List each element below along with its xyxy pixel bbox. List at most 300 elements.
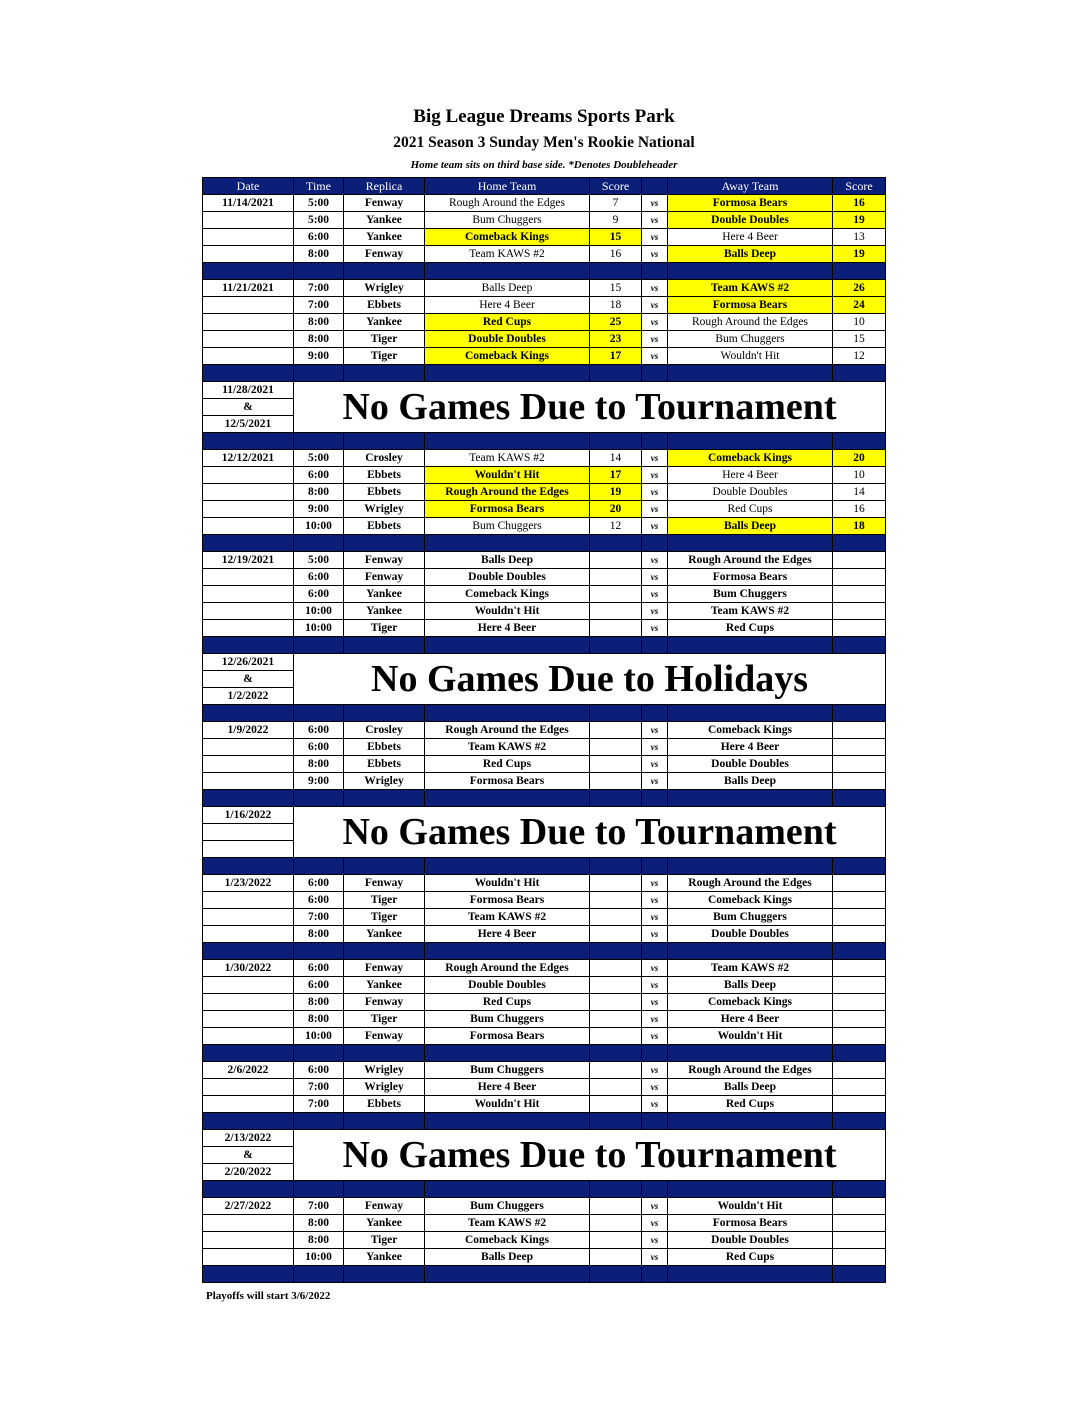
away-team: Comeback Kings — [668, 722, 833, 739]
game-row — [203, 1028, 886, 1045]
page-title: Big League Dreams Sports Park — [413, 106, 675, 127]
game-date: 12/19/2021 — [203, 552, 294, 569]
away-team: Here 4 Beer — [668, 1011, 833, 1028]
separator-cell — [590, 433, 642, 450]
home-score — [590, 603, 642, 620]
home-score — [590, 739, 642, 756]
home-score: 19 — [590, 484, 642, 501]
separator-cell — [668, 1045, 833, 1062]
home-score — [590, 960, 642, 977]
game-field: Fenway — [344, 1028, 425, 1045]
vs-label: vs — [642, 756, 668, 773]
home-score: 18 — [590, 297, 642, 314]
away-team: Balls Deep — [668, 518, 833, 535]
away-team: Rough Around the Edges — [668, 314, 833, 331]
vs-label: vs — [642, 1096, 668, 1113]
away-team: Team KAWS #2 — [668, 960, 833, 977]
separator-cell — [203, 1045, 294, 1062]
away-team: Wouldn't Hit — [668, 1198, 833, 1215]
away-team: Rough Around the Edges — [668, 552, 833, 569]
game-time: 6:00 — [294, 722, 344, 739]
vs-label: vs — [642, 348, 668, 365]
game-date — [203, 977, 294, 994]
away-team: Formosa Bears — [668, 195, 833, 212]
game-field: Fenway — [344, 552, 425, 569]
home-team: Comeback Kings — [425, 1232, 590, 1249]
schedule-body — [203, 195, 886, 1283]
separator-cell — [833, 433, 886, 450]
game-row — [203, 195, 886, 212]
col-replica: Replica — [344, 178, 425, 195]
separator-cell — [590, 1181, 642, 1198]
separator-cell — [344, 1266, 425, 1283]
separator-cell — [590, 705, 642, 722]
separator-cell — [294, 858, 344, 875]
separator-cell — [203, 1181, 294, 1198]
away-score: 16 — [833, 195, 886, 212]
col-time: Time — [294, 178, 344, 195]
separator-cell — [642, 1045, 668, 1062]
away-team: Balls Deep — [668, 246, 833, 263]
separator-cell — [590, 1266, 642, 1283]
banner-date: 2/13/2022 — [203, 1130, 294, 1147]
separator-cell — [590, 790, 642, 807]
away-score — [833, 603, 886, 620]
game-row — [203, 756, 886, 773]
away-score — [833, 569, 886, 586]
separator-cell — [294, 637, 344, 654]
away-team: Rough Around the Edges — [668, 875, 833, 892]
separator-cell — [833, 1045, 886, 1062]
home-team: Comeback Kings — [425, 229, 590, 246]
separator-cell — [833, 705, 886, 722]
game-time: 7:00 — [294, 1079, 344, 1096]
game-row — [203, 1011, 886, 1028]
separator-cell — [668, 263, 833, 280]
home-score — [590, 586, 642, 603]
game-time: 6:00 — [294, 586, 344, 603]
game-field: Ebbets — [344, 484, 425, 501]
vs-label: vs — [642, 314, 668, 331]
game-row — [203, 875, 886, 892]
page-subtitle: 2021 Season 3 Sunday Men's Rookie National — [393, 134, 695, 151]
game-date — [203, 1079, 294, 1096]
separator-cell — [294, 365, 344, 382]
game-row — [203, 1062, 886, 1079]
vs-label: vs — [642, 229, 668, 246]
vs-label: vs — [642, 280, 668, 297]
home-score — [590, 773, 642, 790]
no-games-banner: No Games Due to Tournament — [294, 1130, 886, 1181]
game-time: 7:00 — [294, 1096, 344, 1113]
game-time: 7:00 — [294, 909, 344, 926]
separator-cell — [425, 263, 590, 280]
separator-row — [203, 263, 886, 280]
away-score — [833, 1215, 886, 1232]
home-score — [590, 1062, 642, 1079]
game-field: Yankee — [344, 926, 425, 943]
away-team: Balls Deep — [668, 773, 833, 790]
separator-cell — [833, 790, 886, 807]
game-row — [203, 1249, 886, 1266]
col-date: Date — [203, 178, 294, 195]
separator-cell — [642, 858, 668, 875]
col-vs — [642, 178, 668, 195]
home-team: Rough Around the Edges — [425, 722, 590, 739]
game-date — [203, 773, 294, 790]
away-team: Bum Chuggers — [668, 331, 833, 348]
home-team: Bum Chuggers — [425, 1011, 590, 1028]
away-team: Red Cups — [668, 501, 833, 518]
game-date — [203, 1011, 294, 1028]
game-field: Ebbets — [344, 518, 425, 535]
separator-cell — [668, 1266, 833, 1283]
game-field: Fenway — [344, 246, 425, 263]
game-date — [203, 1232, 294, 1249]
separator-cell — [344, 1181, 425, 1198]
game-time: 10:00 — [294, 1028, 344, 1045]
banner-date — [203, 824, 294, 841]
separator-cell — [425, 1266, 590, 1283]
separator-cell — [425, 365, 590, 382]
game-field: Crosley — [344, 722, 425, 739]
separator-row — [203, 858, 886, 875]
separator-cell — [642, 790, 668, 807]
game-row — [203, 212, 886, 229]
separator-cell — [203, 705, 294, 722]
game-time: 7:00 — [294, 1198, 344, 1215]
game-date — [203, 212, 294, 229]
separator-cell — [344, 705, 425, 722]
game-row — [203, 892, 886, 909]
game-date — [203, 1249, 294, 1266]
separator-cell — [425, 1045, 590, 1062]
away-team: Team KAWS #2 — [668, 603, 833, 620]
separator-cell — [642, 1266, 668, 1283]
home-score — [590, 1198, 642, 1215]
away-score — [833, 722, 886, 739]
separator-cell — [668, 365, 833, 382]
home-score — [590, 875, 642, 892]
col-home-team: Home Team — [425, 178, 590, 195]
away-team: Double Doubles — [668, 212, 833, 229]
home-score: 17 — [590, 348, 642, 365]
away-score — [833, 960, 886, 977]
game-date — [203, 994, 294, 1011]
game-row — [203, 909, 886, 926]
game-row — [203, 1079, 886, 1096]
separator-cell — [203, 535, 294, 552]
home-team: Wouldn't Hit — [425, 603, 590, 620]
game-row — [203, 1198, 886, 1215]
game-field: Yankee — [344, 1215, 425, 1232]
separator-cell — [344, 943, 425, 960]
home-team: Bum Chuggers — [425, 1062, 590, 1079]
separator-row — [203, 1113, 886, 1130]
banner-row — [203, 1130, 886, 1147]
away-score — [833, 977, 886, 994]
game-time: 8:00 — [294, 1215, 344, 1232]
home-score — [590, 1079, 642, 1096]
game-row — [203, 314, 886, 331]
separator-cell — [425, 1181, 590, 1198]
away-team: Formosa Bears — [668, 569, 833, 586]
game-date — [203, 1028, 294, 1045]
separator-cell — [833, 1266, 886, 1283]
game-field: Yankee — [344, 586, 425, 603]
home-team: Double Doubles — [425, 331, 590, 348]
game-field: Fenway — [344, 994, 425, 1011]
away-team: Wouldn't Hit — [668, 1028, 833, 1045]
separator-cell — [833, 263, 886, 280]
game-time: 8:00 — [294, 994, 344, 1011]
game-time: 5:00 — [294, 212, 344, 229]
separator-row — [203, 1045, 886, 1062]
away-score: 13 — [833, 229, 886, 246]
game-field: Tiger — [344, 620, 425, 637]
game-date — [203, 603, 294, 620]
away-team: Bum Chuggers — [668, 586, 833, 603]
game-time: 10:00 — [294, 603, 344, 620]
home-team: Here 4 Beer — [425, 926, 590, 943]
col-home-score: Score — [590, 178, 642, 195]
home-team: Wouldn't Hit — [425, 875, 590, 892]
home-team: Here 4 Beer — [425, 297, 590, 314]
banner-date: 12/26/2021 — [203, 654, 294, 671]
separator-cell — [425, 943, 590, 960]
vs-label: vs — [642, 297, 668, 314]
separator-cell — [344, 1045, 425, 1062]
separator-cell — [590, 365, 642, 382]
home-score — [590, 977, 642, 994]
game-field: Wrigley — [344, 773, 425, 790]
game-row — [203, 1232, 886, 1249]
vs-label: vs — [642, 1011, 668, 1028]
away-score — [833, 1079, 886, 1096]
home-score — [590, 994, 642, 1011]
game-row — [203, 246, 886, 263]
separator-cell — [425, 790, 590, 807]
banner-row — [203, 382, 886, 399]
away-team: Here 4 Beer — [668, 467, 833, 484]
game-time: 9:00 — [294, 773, 344, 790]
game-row — [203, 586, 886, 603]
game-date — [203, 229, 294, 246]
home-score: 17 — [590, 467, 642, 484]
game-time: 8:00 — [294, 484, 344, 501]
home-team: Here 4 Beer — [425, 1079, 590, 1096]
home-score — [590, 1232, 642, 1249]
game-date — [203, 569, 294, 586]
game-field: Ebbets — [344, 297, 425, 314]
game-row — [203, 620, 886, 637]
game-time: 8:00 — [294, 331, 344, 348]
home-score: 16 — [590, 246, 642, 263]
vs-label: vs — [642, 212, 668, 229]
game-date — [203, 909, 294, 926]
separator-cell — [642, 433, 668, 450]
separator-cell — [668, 1181, 833, 1198]
game-field: Crosley — [344, 450, 425, 467]
game-field: Ebbets — [344, 756, 425, 773]
game-field: Tiger — [344, 909, 425, 926]
separator-cell — [425, 1113, 590, 1130]
game-time: 6:00 — [294, 1062, 344, 1079]
home-score: 9 — [590, 212, 642, 229]
game-date: 11/14/2021 — [203, 195, 294, 212]
game-date — [203, 620, 294, 637]
game-field: Yankee — [344, 229, 425, 246]
separator-cell — [668, 433, 833, 450]
vs-label: vs — [642, 467, 668, 484]
game-date: 1/30/2022 — [203, 960, 294, 977]
separator-cell — [344, 1113, 425, 1130]
away-team: Red Cups — [668, 1249, 833, 1266]
col-away-score: Score — [833, 178, 886, 195]
home-score — [590, 926, 642, 943]
separator-cell — [833, 1181, 886, 1198]
away-team: Balls Deep — [668, 977, 833, 994]
vs-label: vs — [642, 484, 668, 501]
banner-date: 1/16/2022 — [203, 807, 294, 824]
game-row — [203, 467, 886, 484]
separator-cell — [642, 263, 668, 280]
home-team: Formosa Bears — [425, 501, 590, 518]
game-field: Ebbets — [344, 1096, 425, 1113]
game-row — [203, 552, 886, 569]
game-date — [203, 314, 294, 331]
banner-row — [203, 654, 886, 671]
game-time: 8:00 — [294, 756, 344, 773]
game-time: 5:00 — [294, 552, 344, 569]
home-score — [590, 569, 642, 586]
game-field: Wrigley — [344, 1062, 425, 1079]
home-team: Bum Chuggers — [425, 1198, 590, 1215]
home-score: 7 — [590, 195, 642, 212]
away-team: Formosa Bears — [668, 1215, 833, 1232]
away-score — [833, 1096, 886, 1113]
game-date — [203, 1215, 294, 1232]
away-team: Comeback Kings — [668, 994, 833, 1011]
home-score: 12 — [590, 518, 642, 535]
separator-cell — [203, 1113, 294, 1130]
game-time: 6:00 — [294, 875, 344, 892]
away-score: 26 — [833, 280, 886, 297]
separator-cell — [642, 365, 668, 382]
separator-cell — [203, 433, 294, 450]
away-team: Comeback Kings — [668, 450, 833, 467]
game-time: 6:00 — [294, 569, 344, 586]
game-row — [203, 739, 886, 756]
home-team: Team KAWS #2 — [425, 450, 590, 467]
home-team: Red Cups — [425, 994, 590, 1011]
separator-cell — [294, 263, 344, 280]
away-team: Rough Around the Edges — [668, 1062, 833, 1079]
home-score: 14 — [590, 450, 642, 467]
home-score — [590, 909, 642, 926]
game-date: 12/12/2021 — [203, 450, 294, 467]
separator-cell — [344, 433, 425, 450]
separator-cell — [590, 637, 642, 654]
vs-label: vs — [642, 603, 668, 620]
banner-date — [203, 841, 294, 858]
separator-cell — [344, 535, 425, 552]
home-team: Balls Deep — [425, 280, 590, 297]
banner-date: 12/5/2021 — [203, 416, 294, 433]
home-team: Comeback Kings — [425, 348, 590, 365]
separator-cell — [668, 790, 833, 807]
separator-cell — [425, 535, 590, 552]
game-field: Yankee — [344, 977, 425, 994]
away-score — [833, 586, 886, 603]
away-team: Double Doubles — [668, 1232, 833, 1249]
vs-label: vs — [642, 331, 668, 348]
separator-cell — [294, 1266, 344, 1283]
game-row — [203, 501, 886, 518]
game-field: Wrigley — [344, 1079, 425, 1096]
game-field: Tiger — [344, 348, 425, 365]
vs-label: vs — [642, 1249, 668, 1266]
home-team: Team KAWS #2 — [425, 246, 590, 263]
no-games-banner: No Games Due to Tournament — [294, 382, 886, 433]
separator-cell — [590, 1045, 642, 1062]
game-row — [203, 926, 886, 943]
away-team: Double Doubles — [668, 926, 833, 943]
vs-label: vs — [642, 195, 668, 212]
home-score — [590, 722, 642, 739]
separator-cell — [203, 858, 294, 875]
game-row — [203, 280, 886, 297]
game-row — [203, 518, 886, 535]
separator-cell — [425, 637, 590, 654]
home-team: Balls Deep — [425, 1249, 590, 1266]
separator-cell — [833, 1113, 886, 1130]
separator-cell — [344, 858, 425, 875]
game-date: 1/9/2022 — [203, 722, 294, 739]
game-date — [203, 586, 294, 603]
away-score: 19 — [833, 212, 886, 229]
page-note: Home team sits on third base side. *Denotes Doubleheader — [410, 159, 678, 171]
separator-cell — [590, 858, 642, 875]
game-row — [203, 484, 886, 501]
vs-label: vs — [642, 909, 668, 926]
away-team: Wouldn't Hit — [668, 348, 833, 365]
separator-cell — [344, 790, 425, 807]
home-team: Red Cups — [425, 756, 590, 773]
game-time: 8:00 — [294, 926, 344, 943]
separator-cell — [203, 1266, 294, 1283]
playoffs-note: Playoffs will start 3/6/2022 — [206, 1290, 331, 1302]
away-score: 12 — [833, 348, 886, 365]
game-time: 6:00 — [294, 892, 344, 909]
away-score — [833, 892, 886, 909]
separator-cell — [642, 705, 668, 722]
separator-cell — [590, 1113, 642, 1130]
away-score — [833, 1232, 886, 1249]
game-field: Tiger — [344, 1011, 425, 1028]
separator-cell — [294, 943, 344, 960]
vs-label: vs — [642, 977, 668, 994]
game-date — [203, 348, 294, 365]
home-team: Formosa Bears — [425, 1028, 590, 1045]
home-team: Balls Deep — [425, 552, 590, 569]
separator-cell — [344, 637, 425, 654]
game-date — [203, 756, 294, 773]
home-team: Comeback Kings — [425, 586, 590, 603]
away-score: 18 — [833, 518, 886, 535]
away-team: Balls Deep — [668, 1079, 833, 1096]
game-time: 10:00 — [294, 1249, 344, 1266]
